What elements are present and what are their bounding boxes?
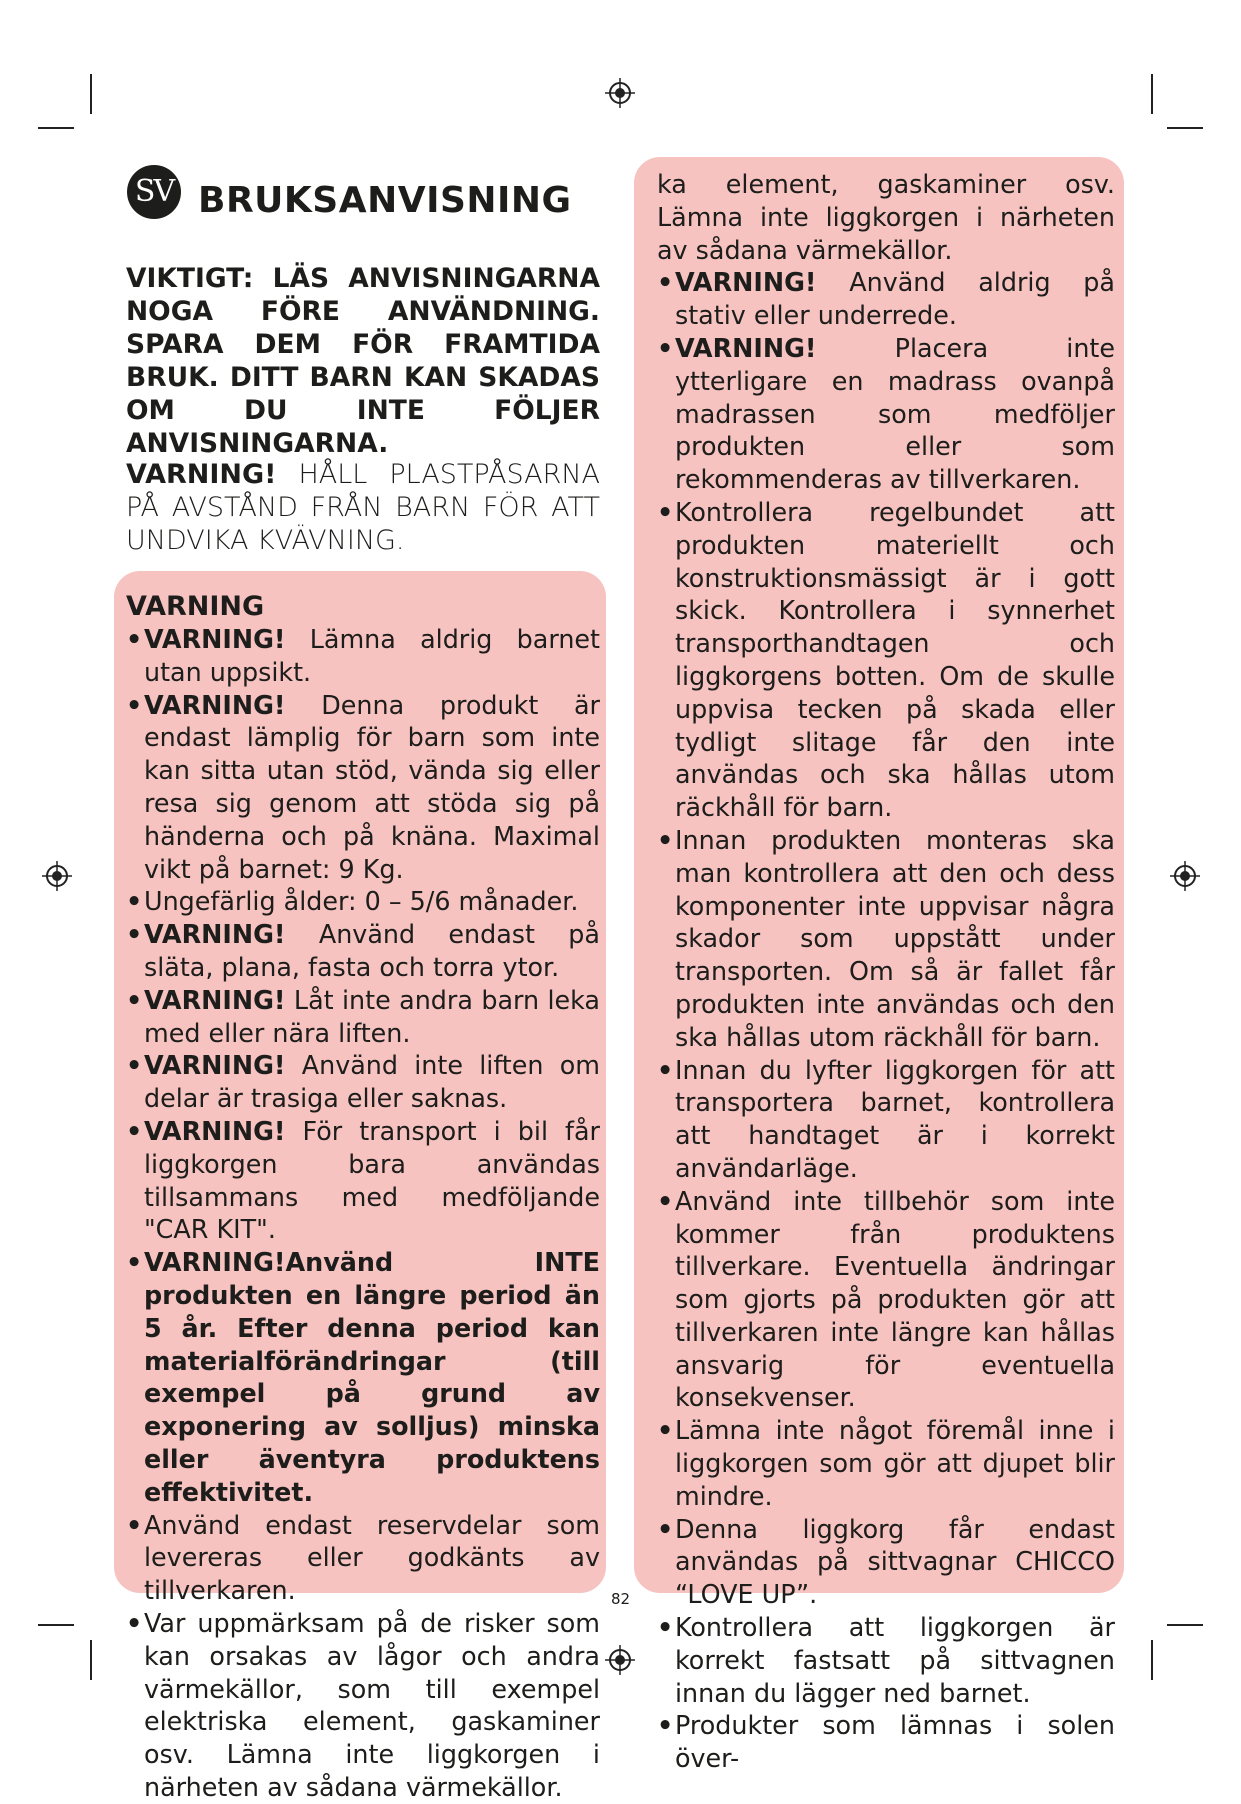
registration-mark-icon — [605, 1645, 635, 1675]
item-text: Ungefärlig ålder: 0 – 5/6 månader. — [144, 886, 579, 917]
registration-mark-icon — [42, 861, 72, 891]
list-item — [657, 1611, 1115, 1709]
item-text: Använd endast på släta, plana, fasta och torra ytor. — [144, 919, 600, 982]
item-text: Kontrollera att liggkorgen är korrekt fastsatt på sittvagnen innan du lägger ned barnet. — [675, 1612, 1115, 1708]
warning-heading: VARNING — [126, 591, 265, 622]
item-text: Kontrollera regelbundet att produkten materiellt och konstruktionsmässigt är i gott skick. Kontrollera i synnerhet transporthandtagen och liggkorgens botten. Om de skulle uppvisa tecken på skada eller tydligt slitage får den inte användas och ska hållas utom räckhåll för barn. — [675, 496, 1115, 823]
item-text: För transport i bil får liggkorgen bara användas tillsammans med medföljande "CAR KIT". — [144, 1115, 600, 1245]
crop-mark — [38, 1624, 74, 1626]
list-item — [657, 496, 1115, 824]
warning-list-continued — [657, 168, 1115, 1775]
warning-lead: VARNING! — [126, 459, 277, 490]
warning-text: HÅLL PLASTPÅSARNA PÅ AVSTÅND FRÅN BARN FÖR ATT UNDVIKA KVÄVNING. — [126, 459, 600, 556]
item-text: Använd inte tillbehör som inte kommer från produktens tillverkare. Eventuella ändringar som gjorts på produkten gör att tillverkaren inte längre kan hållas ansvarig för eventuella konsekvenser. — [675, 1185, 1115, 1413]
list-item — [657, 1054, 1115, 1185]
crop-mark — [1151, 1640, 1153, 1680]
item-lead: VARNING! — [144, 1050, 286, 1081]
page-title: BRUKSANVISNING — [198, 180, 572, 221]
registration-mark-icon — [1170, 861, 1200, 891]
crop-mark — [90, 1640, 92, 1680]
crop-mark — [1167, 1624, 1203, 1626]
list-item — [126, 1115, 600, 1246]
warning-list — [126, 623, 600, 1804]
list-item — [126, 918, 600, 984]
warning-section — [126, 590, 600, 1804]
item-text: Placera inte ytterligare en madrass ovanpå madrassen som medföljer produkten eller som rekommenderas av tillverkaren. — [675, 332, 1115, 495]
crop-mark — [90, 74, 92, 114]
list-item — [126, 1246, 600, 1508]
list-item — [126, 689, 600, 886]
list-item — [126, 1049, 600, 1115]
item-text: Innan produkten monteras ska man kontrollera att den och dess komponenter inte uppvisar några skador som uppstått under transporten. Om så är fallet får produkten inte användas och den ska hållas utom räckhåll för barn. — [675, 824, 1115, 1052]
item-text: Låt inte andra barn leka med eller nära liften. — [144, 984, 600, 1048]
list-item — [657, 332, 1115, 496]
item-lead: VARNING! — [144, 689, 286, 720]
page-number: 82 — [610, 1590, 631, 1608]
item-text: Var uppmärksam på de risker som kan orsakas av lågor och andra värmekällor, som till exempel elektriska element, gaskaminer osv. Lämna inte liggkorgen i närheten av sådana värmekällor. — [144, 1607, 600, 1802]
item-text: Lämna aldrig barnet utan uppsikt. — [144, 624, 600, 687]
item-text: Lämna inte något föremål inne i liggkorgen som gör att djupet blir mindre. — [675, 1415, 1115, 1511]
language-badge: SV — [127, 165, 181, 219]
list-item — [126, 1607, 600, 1804]
item-lead: VARNING! — [144, 624, 286, 654]
item-text: Denna produkt är endast lämplig för barn som inte kan sitta utan stöd, vända sig eller resa sig genom att stöda sig på händerna och på knäna. Maximal vikt på barnet: 9 Kg. — [144, 689, 600, 884]
item-lead: VARNING! — [144, 1115, 286, 1146]
item-text: Innan du lyfter liggkorgen för att transportera barnet, kontrollera att handtaget är i korrekt användarläge. — [675, 1054, 1115, 1183]
list-item — [657, 824, 1115, 1054]
registration-mark-icon — [605, 78, 635, 108]
list-item — [657, 1709, 1115, 1775]
continuation-text: ka element, gaskaminer osv. Lämna inte liggkorgen i närheten av sådana värmekällor. — [657, 169, 1115, 265]
crop-mark — [1167, 127, 1203, 129]
plastic-bag-warning — [126, 458, 600, 557]
list-item — [126, 984, 600, 1050]
list-item — [126, 885, 600, 918]
item-text: Använd endast reservdelar som levereras eller godkänts av tillverkaren. — [144, 1509, 600, 1606]
crop-mark — [38, 127, 74, 129]
item-text: Denna liggkorg får endast användas på sittvagnar CHICCO “LOVE UP”. — [675, 1513, 1115, 1610]
list-item — [126, 623, 600, 689]
item-lead: VARNING! — [675, 332, 817, 363]
list-item — [657, 266, 1115, 332]
item-lead: VARNING! — [675, 267, 817, 298]
item-text: Använd inte liften om delar är trasiga eller saknas. — [144, 1050, 600, 1114]
item-lead: VARNING! — [144, 984, 286, 1015]
list-item — [657, 1414, 1115, 1512]
important-notice: VIKTIGT: LÄS ANVISNINGARNA NOGA FÖRE ANVÄNDNING. SPARA DEM FÖR FRAMTIDA BRUK. DITT BARN KAN SKADAS OM DU INTE FÖLJER ANVISNINGARNA. — [126, 263, 600, 459]
crop-mark — [1151, 74, 1153, 114]
item-lead: VARNING! — [144, 919, 286, 950]
list-item — [657, 1185, 1115, 1415]
warning-section-continued — [657, 168, 1115, 1775]
item-text: Använd aldrig på stativ eller underrede. — [675, 267, 1115, 331]
item-lead: VARNING!Använd INTE produkten en längre period än 5 år. Efter denna period kan materialförändringar (till exempel på grund av exponering av solljus) minska eller äventyra produktens effektivitet. — [144, 1247, 600, 1507]
item-text: Produkter som lämnas i solen över- — [675, 1710, 1115, 1774]
